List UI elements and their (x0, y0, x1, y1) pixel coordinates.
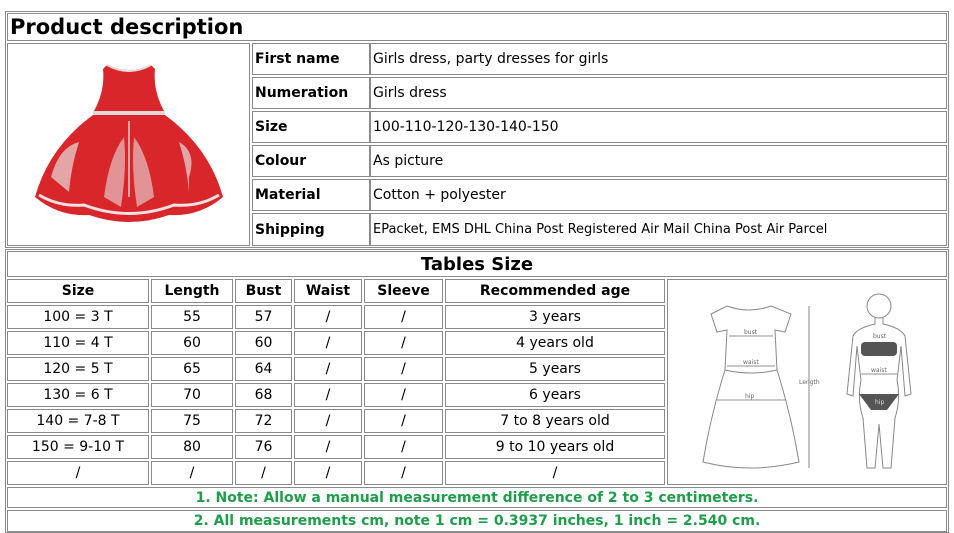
cell-bust: 64 (235, 357, 292, 381)
header-sleeve: Sleeve (364, 279, 443, 303)
cell-age: 7 to 8 years old (445, 409, 665, 433)
note-units: 2. All measurements cm, note 1 cm = 0.3937 inches, 1 inch = 2.540 cm. (7, 510, 947, 532)
cell-size: 130 = 6 T (7, 383, 149, 407)
cell-waist: / (294, 435, 362, 459)
cell-bust: 57 (235, 305, 292, 329)
header-bust: Bust (235, 279, 292, 303)
value-material: Cotton + polyester (370, 179, 947, 211)
label-shipping: Shipping (252, 213, 370, 246)
cell-size: 110 = 4 T (7, 331, 149, 355)
cell-sleeve: / (364, 383, 443, 407)
cell-sleeve: / (364, 461, 443, 485)
cell-sleeve: / (364, 305, 443, 329)
header-waist: Waist (294, 279, 362, 303)
header-size: Size (7, 279, 149, 303)
cell-size: 120 = 5 T (7, 357, 149, 381)
cell-age: 3 years (445, 305, 665, 329)
diagram-bust-label-body: bust (873, 333, 887, 340)
cell-length: / (151, 461, 233, 485)
cell-age: 5 years (445, 357, 665, 381)
cell-waist: / (294, 409, 362, 433)
diagram-waist-label-dress: waist (743, 359, 759, 366)
cell-waist: / (294, 357, 362, 381)
cell-bust: 76 (235, 435, 292, 459)
size-table-title: Tables Size (7, 251, 947, 277)
value-shipping: EPacket, EMS DHL China Post Registered Air Mail China Post Air Parcel (370, 213, 947, 246)
cell-size: 100 = 3 T (7, 305, 149, 329)
header-length: Length (151, 279, 233, 303)
header-recommended-age: Recommended age (445, 279, 665, 303)
cell-size: 150 = 9-10 T (7, 435, 149, 459)
cell-sleeve: / (364, 357, 443, 381)
cell-length: 75 (151, 409, 233, 433)
diagram-hip-label-dress: hip (745, 393, 755, 400)
cell-length: 65 (151, 357, 233, 381)
diagram-length-label: Length (799, 379, 820, 386)
measurement-diagram-illustration (687, 284, 927, 480)
value-colour: As picture (370, 145, 947, 177)
cell-waist: / (294, 331, 362, 355)
note-measurement-difference: 1. Note: Allow a manual measurement difference of 2 to 3 centimeters. (7, 487, 947, 508)
cell-bust: 60 (235, 331, 292, 355)
cell-length: 70 (151, 383, 233, 407)
dress-image (7, 43, 250, 246)
cell-bust: / (235, 461, 292, 485)
label-colour: Colour (252, 145, 370, 177)
cell-sleeve: / (364, 435, 443, 459)
cell-age: 6 years (445, 383, 665, 407)
cell-bust: 72 (235, 409, 292, 433)
red-dress-illustration (29, 57, 229, 232)
cell-waist: / (294, 305, 362, 329)
diagram-bust-label-dress: bust (744, 329, 758, 336)
cell-length: 80 (151, 435, 233, 459)
cell-size: / (7, 461, 149, 485)
cell-sleeve: / (364, 331, 443, 355)
label-first-name: First name (252, 43, 370, 75)
diagram-hip-label-body: hip (875, 399, 885, 406)
cell-size: 140 = 7-8 T (7, 409, 149, 433)
cell-length: 60 (151, 331, 233, 355)
label-material: Material (252, 179, 370, 211)
diagram-waist-label-body: waist (871, 367, 887, 374)
product-description-title: Product description (7, 13, 947, 41)
measurement-diagram (667, 279, 947, 485)
cell-waist: / (294, 461, 362, 485)
value-first-name: Girls dress, party dresses for girls (370, 43, 947, 75)
cell-age: 9 to 10 years old (445, 435, 665, 459)
cell-bust: 68 (235, 383, 292, 407)
label-size: Size (252, 111, 370, 143)
cell-sleeve: / (364, 409, 443, 433)
value-numeration: Girls dress (370, 77, 947, 109)
cell-length: 55 (151, 305, 233, 329)
cell-age: / (445, 461, 665, 485)
cell-waist: / (294, 383, 362, 407)
cell-age: 4 years old (445, 331, 665, 355)
value-size: 100-110-120-130-140-150 (370, 111, 947, 143)
label-numeration: Numeration (252, 77, 370, 109)
